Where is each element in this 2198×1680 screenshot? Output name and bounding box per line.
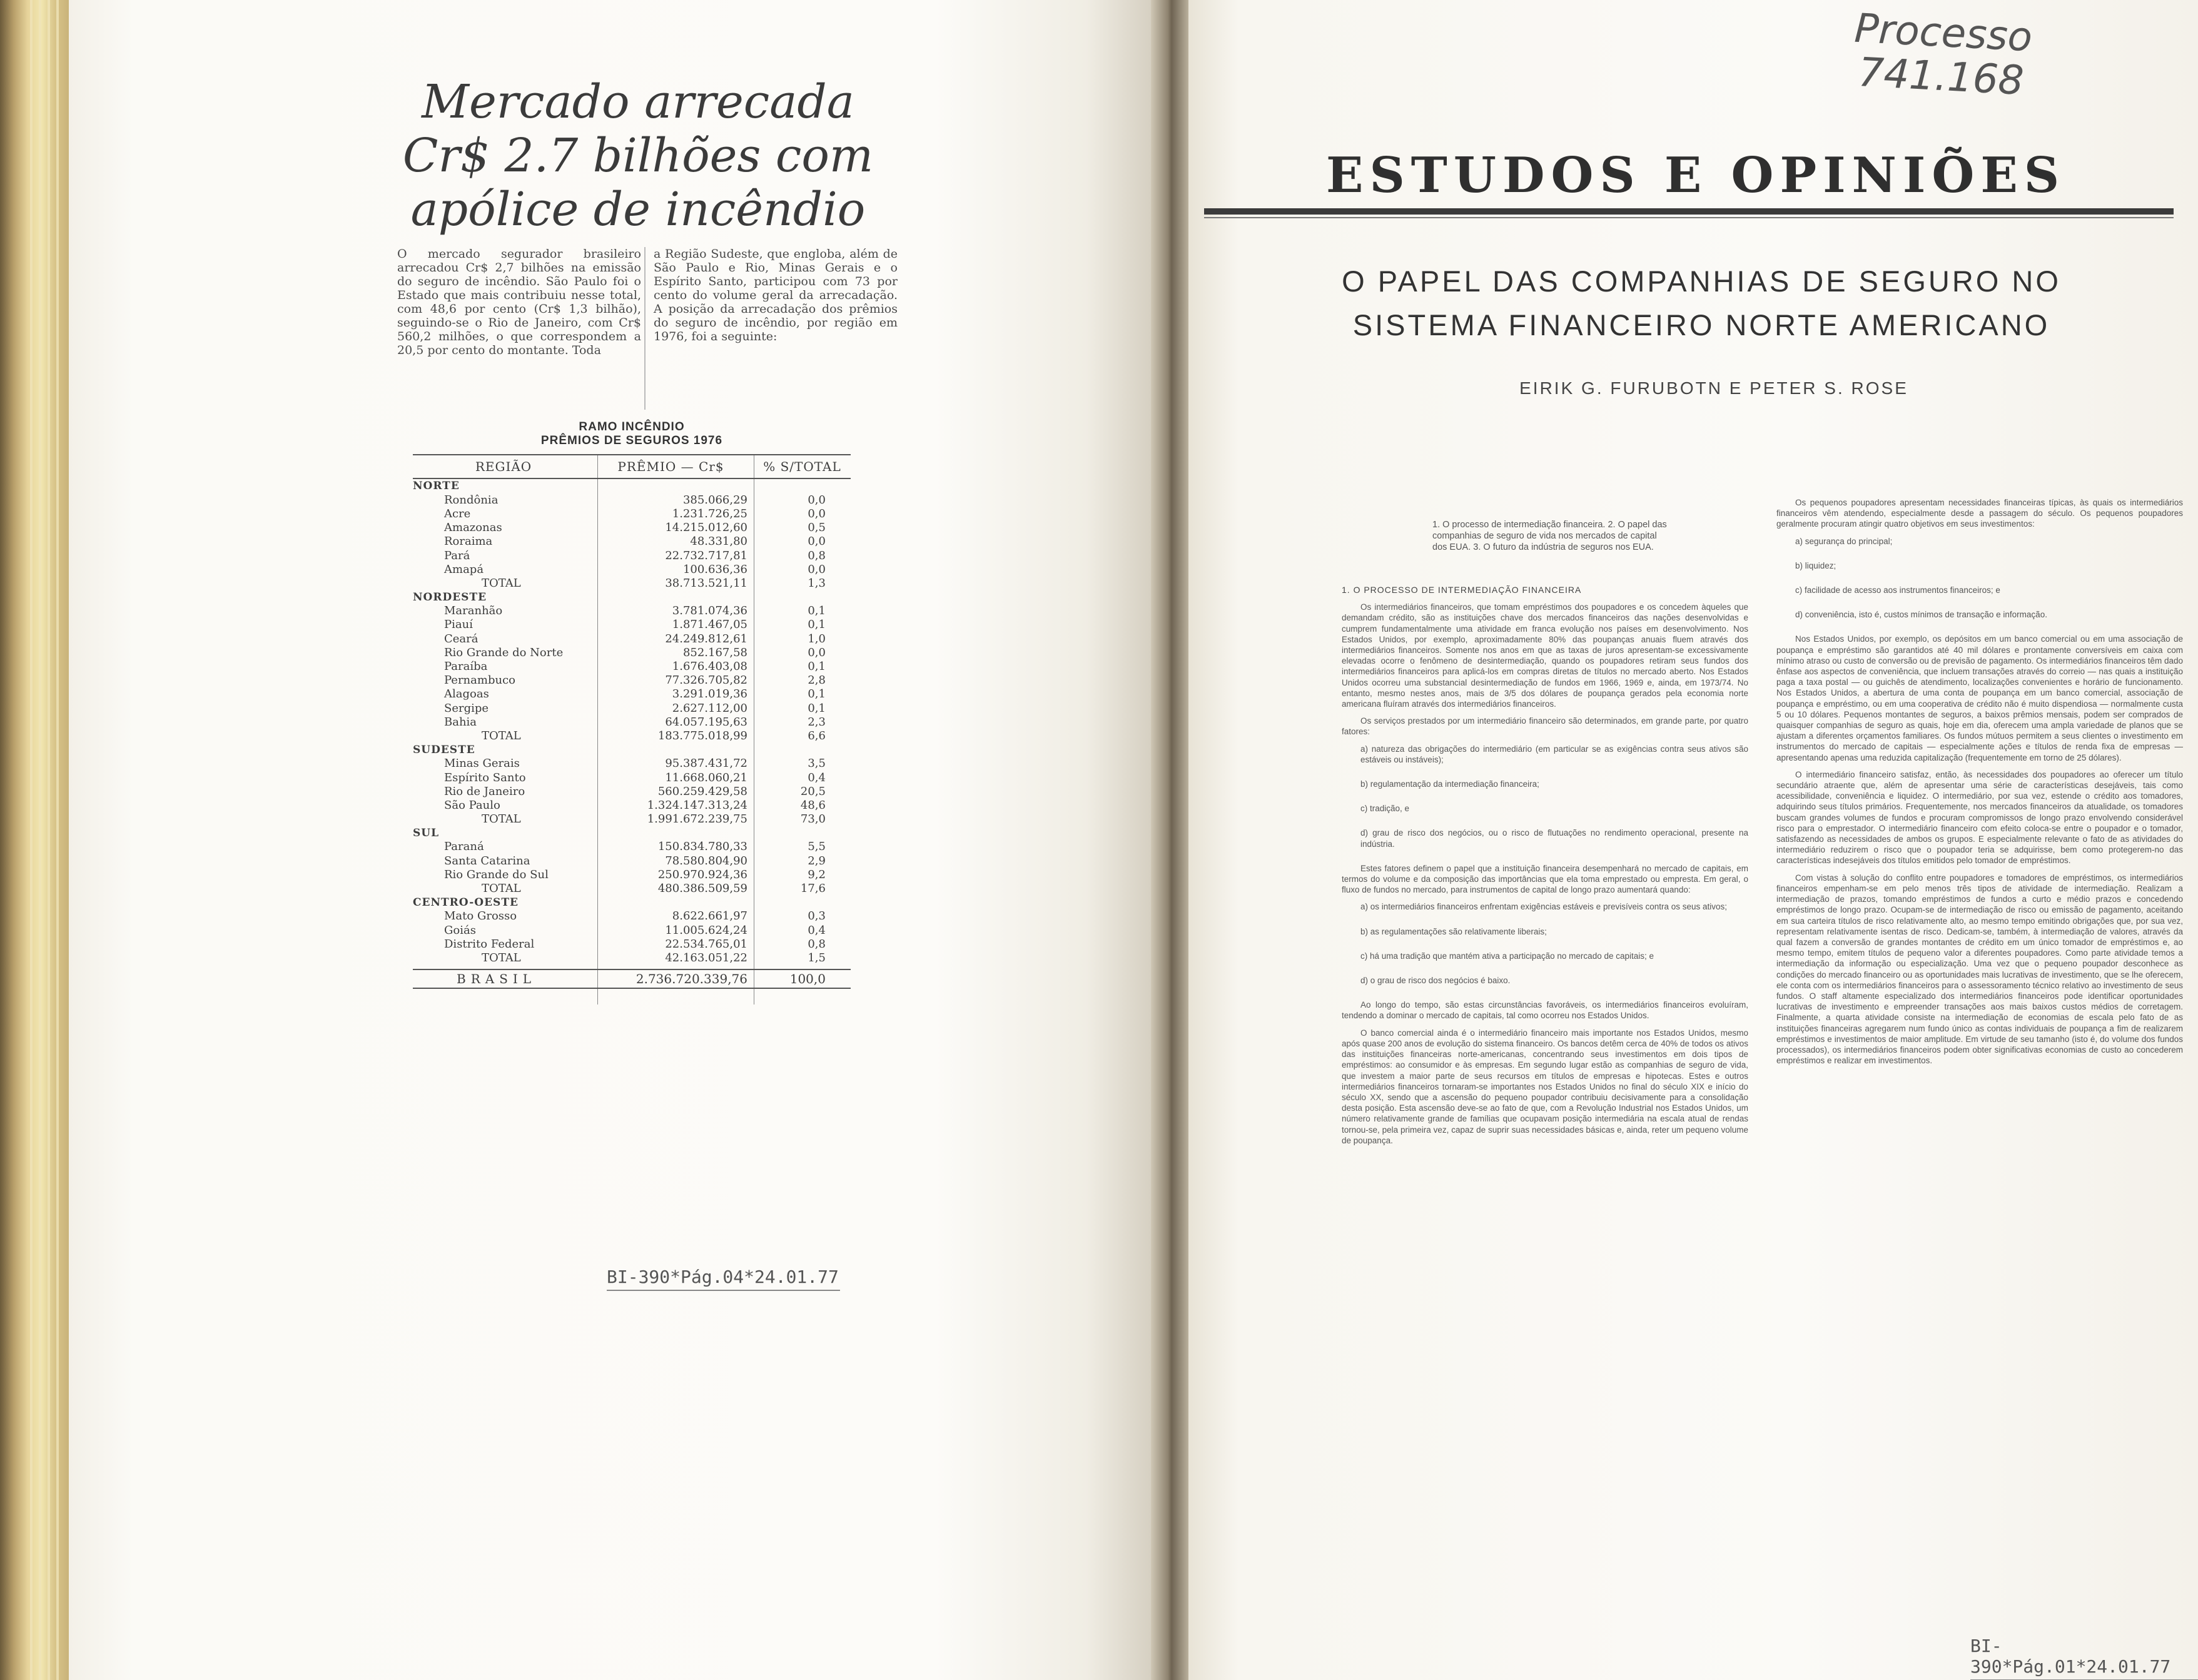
table-header (413, 454, 851, 479)
table-row (413, 909, 851, 923)
list-item: d) o grau de risco dos negócios é baixo. (1360, 976, 1511, 986)
paragraph: Nos Estados Unidos, por exemplo, os depósitos em um banco comercial ou em uma associação de poupança e empréstimo são garantidos até 40 mil dólares e prontamente conversíveis em caixa com mínimo atraso ou custo de conversão ou de previsão de pagamento. Os intermediários financeiros têm dado ênfase aos aspectos de conveniência, que incluem transações através do correio — nas quais a instituição paga a taxa postal — ou guichês de atendimento, localizações convenientes e horário de funcionamento. Nos Estados Unidos, a abertura de uma conta de poupança em um banco comercial, associação de poupança e empréstimo, ou em uma cooperativa de crédito não é muito dispendiosa — normalmente custa 5 ou 10 dólares. Pequenos montantes de seguros, a baixos prêmios mensais, podem ser comprados de quaisquer companhias de seguro as quais, hoje em dia, oferecem uma ampla variedade de planos que se ajustam a diferentes orçamentos familiares. Os fundos mútuos permitem a seus clientes o investimento em instrumentos do mercado de capitais — especialmente ações e títulos de renda fixa de empresas — apresentando apenas uma reduzida capitalização (frequentemente em torno de 25 dólares). (1776, 634, 2183, 762)
table-row (413, 715, 851, 729)
table-total-row (413, 812, 851, 826)
cell-region: Pará (444, 549, 470, 562)
cell-premio: 77.326.705,82 (665, 674, 747, 687)
article-title (1314, 260, 2089, 347)
cell-pct: 0,1 (808, 604, 826, 618)
handwriting-line-1: Processo (1853, 5, 2033, 61)
cell-region: Ceará (444, 632, 479, 645)
cell-premio: 1.871.467,05 (672, 618, 747, 632)
cell-premio: 560.259.429,58 (657, 784, 747, 798)
cell-pct: 0,8 (808, 937, 826, 951)
cell-premio: 78.580.804,90 (665, 854, 747, 868)
table-region-row (413, 479, 851, 493)
cell-pct: 48,6 (800, 798, 826, 812)
table-row (413, 645, 851, 659)
cell-premio: 852.167,58 (682, 645, 747, 659)
cell-region: NORTE (413, 480, 460, 493)
cell-pct: 0,1 (808, 618, 826, 632)
cell-premio: 1.231.726,25 (672, 507, 747, 520)
list-item: b) regulamentação da intermediação financeira; (1360, 779, 1539, 789)
cell-region: Paraná (444, 840, 484, 854)
brasil-premio: 2.736.720.339,76 (636, 971, 747, 986)
paragraph: O intermediário financeiro satisfaz, então, às necessidades dos poupadores ao oferecer um título secundário atraente que, além de apresentar uma série de características desejáveis, tais como acessibilidade, conveniência e liquidez. O intermediário, por sua vez, estende o crédito aos tomadores, adquirindo seus títulos primários. Frequentemente, nos mercados financeiros da atualidade, os tomadores buscam grandes volumes de fundos e procuram compromissos de longo prazo envolvendo considerável risco para o emprestador. O intermediário financeiro com efeito coloca-se entre o poupador e o tomador, satisfazendo as necessidades de ambos os grupos. E especialmente relevante o fato de as atividades do intermediário reduzirem o risco que o poupador teria se adquirisse, bem como protegerem-no das características indesejáveis dos títulos emitidos pelo tomador de empréstimos. (1776, 769, 2183, 866)
premium-table (413, 454, 851, 989)
cell-premio: 11.005.624,24 (665, 923, 747, 937)
cell-pct: 2,9 (808, 854, 826, 868)
table-row (413, 923, 851, 937)
cell-pct: 1,3 (808, 576, 826, 590)
list-item: d) grau de risco dos negócios, ou o risco de flutuações no rendimento operacional, presente na indústria. (1360, 828, 1748, 849)
table-row (413, 632, 851, 645)
cell-pct: 3,5 (808, 757, 826, 771)
table-row (413, 549, 851, 562)
cell-pct: 0,0 (808, 507, 826, 520)
cell-premio: 1.676.403,08 (672, 660, 747, 674)
book-gutter (1151, 0, 1188, 1680)
table-region-row (413, 743, 851, 757)
cell-region: Acre (444, 507, 471, 520)
cell-region: Distrito Federal (444, 937, 535, 951)
table-row (413, 771, 851, 784)
cell-pct: 0,0 (808, 535, 826, 549)
paragraph: Com vistas à solução do conflito entre poupadores e tomadores de empréstimos, os intermediários financeiros empenham-se em pelo menos três tipos de atividade de intermediação. Realizam a intermediação de prazos, tomando empréstimos de fundos a curto e médio prazos e concedendo empréstimos de longo prazo. Ocupam-se de intermediação de risco ou emissão de pagamento, aceitando em sua carteira títulos de risco relativamente alto, ao mesmo tempo emitindo obrigações que, por sua vez, representam relativamente isentas de risco. Dedicam-se, também, à intermediação de valores, através da qual fazem a conversão de grandes montantes de crédito em um único tomador de empréstimos e, ao mesmo tempo, emitem títulos de pequeno valor a diferentes poupadores. Como parte atividade temos a intermediação da informação ou especialização. Uma vez que o pequeno poupador desconhece as condições do mercado financeiro ou as oportunidades mais lucrativas de investimento, que se lhe oferecem, ele conta com os intermediários financeiros para o assessoramento técnico relativo ao investimento de seus fundos. O staff altamente especializado dos intermediários financeiros pode identificar oportunidades lucrativas de investimento e empreender transações aos mais baixos custos médios de corretagem. Finalmente, a quarta atividade consiste na intermediação de economias de escala pelo fato de as instituições financeiras agregarem num fundo único as contas individuais de poupança a fim de realizarem empréstimos e investimentos de maior amplitude. Em virtude de seu tamanho (isto é, do volume dos fundos processados), os intermediários financeiros podem obter significativas economias de custo ao concederem empréstimos e realizar em investimentos. (1776, 873, 2183, 1066)
cell-premio: 24.249.812,61 (665, 632, 747, 645)
table-row (413, 562, 851, 576)
table-row (413, 674, 851, 687)
table-region-row (413, 826, 851, 840)
cell-region: Amapá (444, 562, 484, 576)
cell-pct: 0,0 (808, 645, 826, 659)
table-row (413, 784, 851, 798)
article-title-line-2: SISTEMA FINANCEIRO NORTE AMERICANO (1352, 308, 2050, 342)
cell-pct: 20,5 (800, 784, 826, 798)
cell-premio: 38.713.521,11 (665, 576, 747, 590)
cell-region: TOTAL (482, 882, 521, 896)
table-row (413, 868, 851, 881)
cell-premio: 42.163.051,22 (665, 951, 747, 964)
cell-region: Roraima (444, 535, 493, 549)
cell-region: Piauí (444, 618, 473, 632)
table-total-row (413, 576, 851, 590)
cell-premio: 22.534.765,01 (665, 937, 747, 951)
cell-region: Mato Grosso (444, 909, 517, 923)
page-footer-right: BI-390*Pág.01*24.01.77 (1970, 1636, 2198, 1680)
cell-region: Bahia (444, 715, 477, 729)
cell-pct: 0,1 (808, 687, 826, 701)
paragraph: Os serviços prestados por um intermediário financeiro são determinados, em grande parte, por quatro fatores: (1342, 716, 1748, 737)
section-heading: 1. O PROCESSO DE INTERMEDIAÇÃO FINANCEIRA (1342, 585, 1582, 595)
table-row (413, 507, 851, 520)
list-item: c) há uma tradição que mantém ativa a participação no mercado de capitais; e (1360, 951, 1654, 961)
table-row (413, 798, 851, 812)
cell-premio: 480.386.509,59 (657, 882, 747, 896)
cell-region: Rio Grande do Norte (444, 645, 564, 659)
table-row-brasil (413, 969, 851, 989)
section-rule-thin (1204, 217, 2174, 218)
article-column-2 (1776, 497, 2183, 1072)
article-title-line-1: O PAPEL DAS COMPANHIAS DE SEGURO NO (1342, 265, 2061, 298)
table-row (413, 618, 851, 632)
cell-region: Rio de Janeiro (444, 784, 525, 798)
cell-region: Amazonas (444, 521, 502, 535)
table-title (413, 420, 851, 448)
article-column-1 (1342, 585, 1748, 1152)
list-item: c) tradição, e (1360, 804, 1410, 814)
cell-premio: 14.215.012,60 (665, 521, 747, 535)
cell-premio: 2.627.112,00 (672, 701, 747, 715)
cell-premio: 1.324.147.313,24 (647, 798, 747, 812)
cell-region: Paraíba (444, 660, 488, 674)
table-body (413, 479, 851, 965)
cell-region: TOTAL (482, 812, 521, 826)
cell-premio: 48.331,80 (690, 535, 747, 549)
cell-pct: 0,5 (808, 521, 826, 535)
cell-pct: 0,1 (808, 701, 826, 715)
cell-premio: 64.057.195,63 (665, 715, 747, 729)
brasil-label: BRASIL (457, 971, 537, 986)
cell-region: Rondônia (444, 493, 499, 507)
cell-premio: 385.066,29 (682, 493, 747, 507)
cell-region: TOTAL (482, 576, 521, 590)
paragraph: O banco comercial ainda é o intermediário financeiro mais importante nos Estados Unidos, mesmo após quase 200 anos de evolução do sistema financeiro. Os bancos detêm cerca de 40% de todos os ativos das instituições financeiras norte-americanas, concentrando seus investimentos em dois tipos de empréstimos: ao consumidor e às empresas. Em segundo lugar estão as companhias de seguro de vida, que investem a maior parte de seus recursos em títulos de empresas e hipotecas. Estes e outros intermediários financeiros tornaram-se importantes nos Estados Unidos no final do século XIX e início do século XX, sendo que a ascensão do pequeno poupador contribuiu decisivamente para a consolidação desta posição. Esta ascensão deve-se ao fato de que, com a Revolução Industrial nos Estados Unidos, um número relativamente grande de famílias que ocupavam posição intermediária na escala atual de rendas tornou-se, pela primeira vez, capaz de suprir suas necessidades básicas e, ainda, reter um pequeno volume de poupança. (1342, 1028, 1748, 1145)
cell-region: Rio Grande do Sul (444, 868, 549, 881)
table-row (413, 840, 851, 854)
list-item: d) conveniência, isto é, custos mínimos de transação e informação. (1795, 610, 2047, 620)
cell-pct: 2,3 (808, 715, 826, 729)
table-row (413, 493, 851, 507)
header-regiao: REGIÃO (475, 459, 532, 474)
cell-pct: 6,6 (808, 729, 826, 742)
list-item: a) os intermediários financeiros enfrentam exigências estáveis e previsíveis contra os seus ativos; (1360, 902, 1728, 912)
table-title-line-1: RAMO INCÊNDIO (579, 420, 685, 433)
cell-region: Goiás (444, 923, 476, 937)
table-total-row (413, 881, 851, 895)
cell-pct: 0,1 (808, 660, 826, 674)
cell-pct: 5,5 (808, 840, 826, 854)
table-row (413, 757, 851, 771)
cell-premio: 3.291.019,36 (672, 687, 747, 701)
list-item: b) liquidez; (1795, 560, 1836, 570)
cell-pct: 1,0 (808, 632, 826, 645)
list-item: b) as regulamentações são relativamente liberais; (1360, 926, 1547, 936)
table-row (413, 854, 851, 868)
cell-premio: 22.732.717,81 (665, 549, 747, 562)
paragraph: Ao longo do tempo, são estas circunstâncias favoráveis, os intermediários financeiros evoluíram, tendendo a dominar o mercado de capitais, tal como ocorreu nos Estados Unidos. (1342, 1000, 1748, 1021)
cell-premio: 1.991.672.239,75 (647, 812, 747, 826)
cell-region: São Paulo (444, 798, 500, 812)
cell-region: Alagoas (444, 687, 489, 701)
cell-premio: 95.387.431,72 (665, 757, 747, 771)
cell-region: NORDESTE (413, 590, 487, 604)
cell-pct: 0,0 (808, 562, 826, 576)
cell-premio: 100.636,36 (682, 562, 747, 576)
table-row (413, 659, 851, 673)
cell-region: SUDESTE (413, 743, 475, 756)
cell-premio: 150.834.780,33 (657, 840, 747, 854)
page-footer-left: BI-390*Pág.04*24.01.77 (607, 1267, 840, 1291)
cell-premio: 183.775.018,99 (657, 729, 747, 742)
section-title: ESTUDOS E OPINIÕES (1326, 147, 2066, 204)
cell-premio: 8.622.661,97 (672, 909, 747, 923)
clipping-column-2: a Região Sudeste, que engloba, além de São Paulo e Rio, Minas Gerais e o Espírito Santo, participou com 73 por cento do volume geral da arrecadação. A posição da arrecadação dos prêmios do seguro de incêndio, por região em 1976, foi a seguinte: (654, 247, 898, 343)
table-row (413, 701, 851, 715)
cell-pct: 0,4 (808, 771, 826, 784)
article-authors: EIRIK G. FURUBOTN E PETER S. ROSE (1519, 378, 1908, 398)
header-premio: PRÊMIO — Cr$ (617, 459, 724, 474)
cell-premio: 250.970.924,36 (657, 868, 747, 881)
table-row (413, 604, 851, 618)
cell-region: Minas Gerais (444, 757, 520, 771)
cell-pct: 2,8 (808, 674, 826, 687)
column-divider (644, 247, 646, 410)
table-title-line-2: PRÊMIOS DE SEGUROS 1976 (540, 434, 723, 447)
table-total-row (413, 951, 851, 964)
cell-pct: 0,8 (808, 549, 826, 562)
cell-region: Espírito Santo (444, 771, 526, 784)
cell-region: Santa Catarina (444, 854, 530, 868)
cell-premio: 11.668.060,21 (665, 771, 747, 784)
brasil-pct: 100,0 (789, 971, 826, 986)
paragraph: Os intermediários financeiros, que tomam empréstimos dos poupadores e os concedem àqueles que demandam crédito, são as instituições chave dos mercados financeiros das nações desenvolvidas e cumprem fundamentalmente uma atividade em franca evolução nos países em desenvolvimento. Nos Estados Unidos, por exemplo, aproximadamente 80% das poupanças anuais fluem através dos intermediários financeiros. Somente nos anos em que as taxas de juros apresentam-se excessivamente elevadas ocorre o fenômeno de desintermediação, quando os poupadores retiram seus fundos dos intermediários financeiros para aplicá-los em compras diretas de títulos no mercado aberto. Nos Estados Unidos ocorreu uma substancial desintermediação de fundos em 1966, 1969 e, ainda, em 1973/74. No entanto, mesmo nestes anos, mais de 3/5 dos dólares de poupança gerados pela economia norte americana fluíram através dos intermediários financeiros. (1342, 602, 1748, 709)
table-region-row (413, 590, 851, 604)
cell-region: TOTAL (482, 729, 521, 742)
table-row (413, 937, 851, 951)
header-pct: % S/TOTAL (763, 459, 841, 474)
cell-premio: 3.781.074,36 (672, 604, 747, 618)
cell-region: Pernambuco (444, 674, 515, 687)
list-item: a) segurança do principal; (1795, 536, 1893, 546)
cell-pct: 73,0 (800, 812, 826, 826)
cell-pct: 0,4 (808, 923, 826, 937)
paragraph: Os pequenos poupadores apresentam necessidades financeiras típicas, às quais os intermediários financeiros vêm atendendo, especialmente desde a passagem do século. Os pequenos poupadores geralmente procuram atingir quatro objetivos em seus investimentos: (1776, 498, 2183, 529)
section-rule (1204, 208, 2174, 215)
cell-region: TOTAL (482, 951, 521, 964)
table-row (413, 521, 851, 535)
book-page-edges (0, 0, 69, 1680)
clipping-column-1: O mercado segurador brasileiro arrecadou Cr$ 2,7 bilhões na emissão do seguro de incêndio. São Paulo foi o Estado que mais contribuiu nesse total, com 48,6 por cento (Cr$ 1,3 bilhão), seguindo-se o Rio de Janeiro, com Cr$ 560,2 milhões, o que correspondem a 20,5 por cento do montante. Toda (397, 247, 641, 357)
handwritten-process-number (1809, 4, 2076, 106)
list-item: c) facilidade de acesso aos instrumentos financeiros; e (1795, 585, 2000, 595)
cell-pct: 9,2 (808, 868, 826, 881)
cell-pct: 17,6 (800, 882, 826, 896)
cell-region: CENTRO-OESTE (413, 896, 519, 909)
cell-pct: 0,3 (808, 909, 826, 923)
paragraph: Estes fatores definem o papel que a instituição financeira desempenhará no mercado de capitais, em termos do volume e da composição das importâncias que ela toma emprestado ou empresta. Em geral, o fluxo de fundos no mercado, para instrumentos de capital de longo prazo aumentará quando: (1342, 863, 1748, 895)
article-summary: 1. O processo de intermediação financeira. 2. O papel das companhias de seguro de vida nos mercados de capital dos EUA. 3. O futuro da indústria de seguros nos EUA. (1432, 520, 1667, 552)
cell-region: SUL (413, 826, 440, 839)
table-row (413, 687, 851, 701)
list-item: a) natureza das obrigações do intermediário (em particular se as exigências contra seus ativos são estáveis ou instáveis); (1360, 744, 1748, 764)
cell-region: Maranhão (444, 604, 503, 618)
cell-pct: 0,0 (808, 493, 826, 507)
clipping-headline: Mercado arrecada Cr$ 2.7 bilhões com apólice de incêndio (402, 75, 874, 236)
handwriting-line-2: 741.168 (1857, 49, 2025, 104)
table-total-row (413, 729, 851, 742)
table-region-row (413, 896, 851, 909)
table-row (413, 535, 851, 549)
cell-region: Sergipe (444, 701, 489, 715)
cell-pct: 1,5 (808, 951, 826, 964)
